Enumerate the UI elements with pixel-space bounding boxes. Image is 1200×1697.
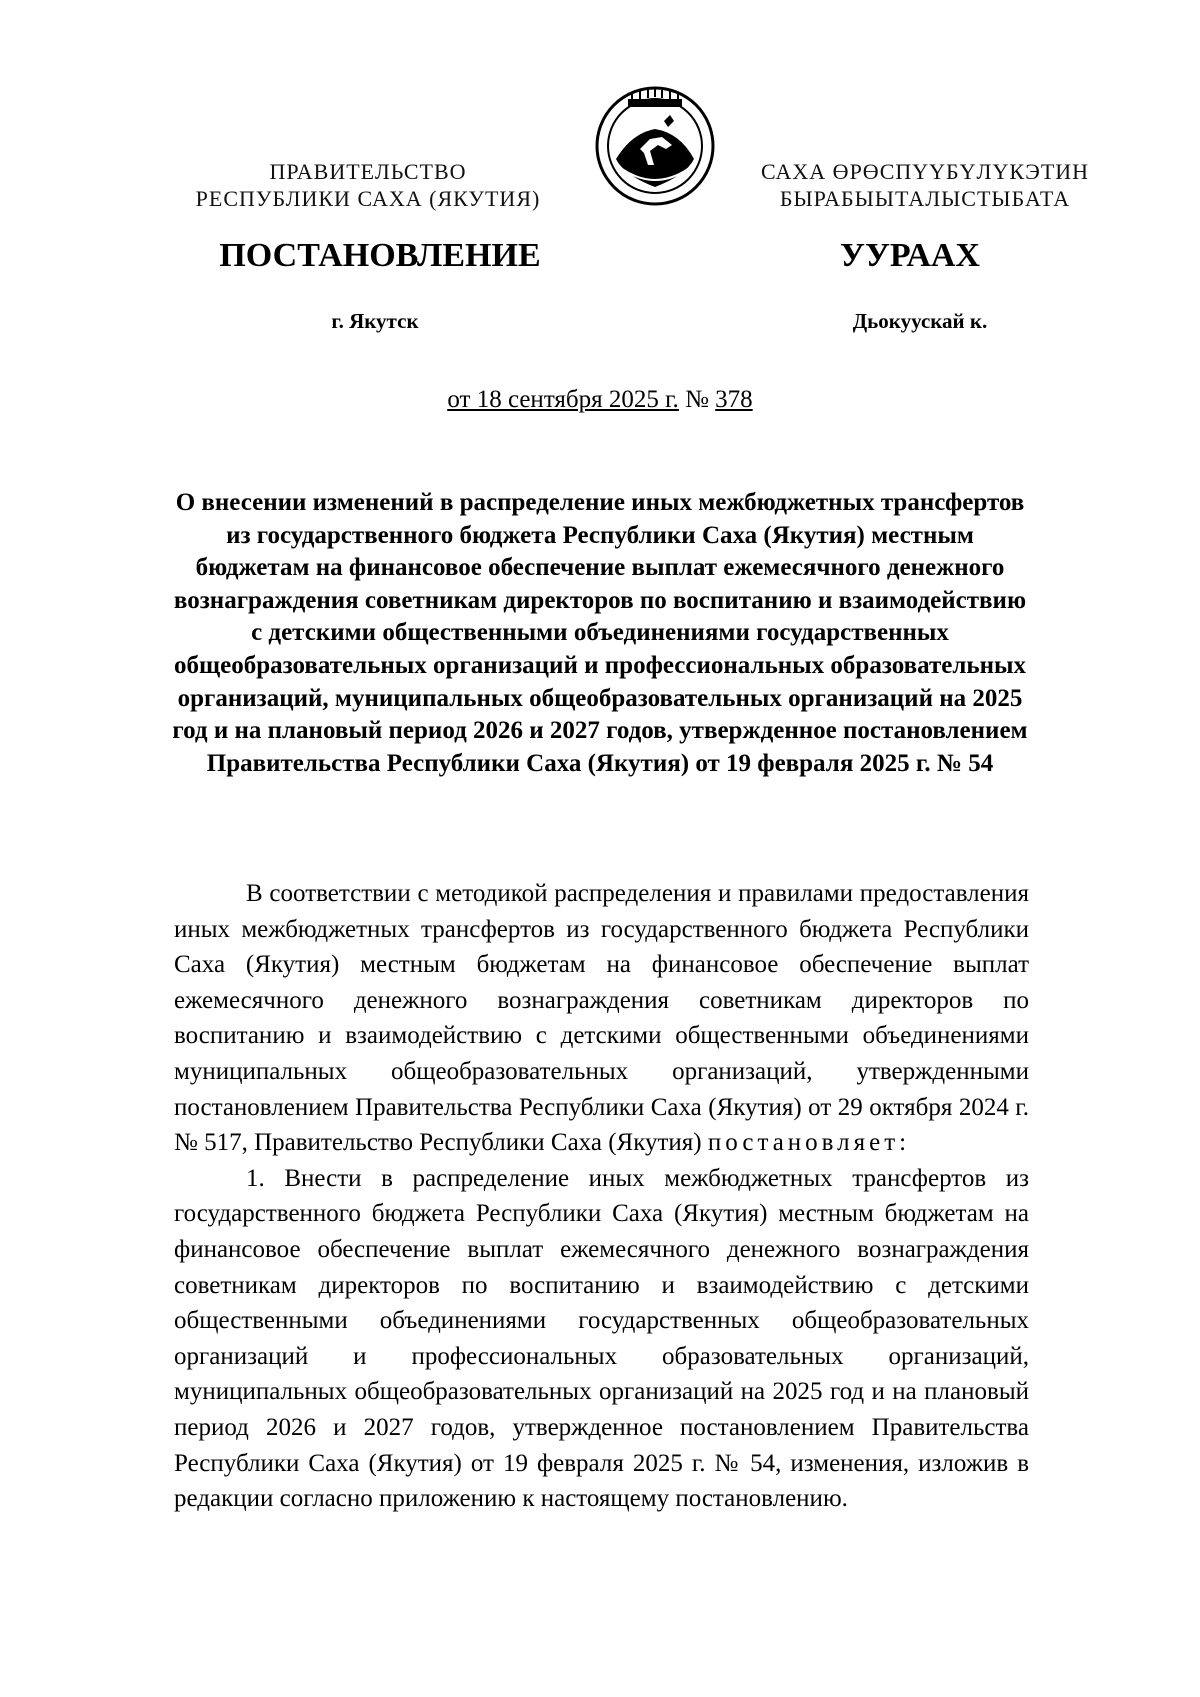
decree-title-ru: ПОСТАНОВЛЕНИЕ <box>219 237 541 274</box>
resolves-word: постановляет: <box>707 1129 911 1157</box>
header-line: БЫРАБЫЫТАЛЫСТЫБАТА <box>779 186 1071 211</box>
body-paragraph: 1. Внести в распределение иных межбюджетных трансфертов из государственного бюджета Республики Саха (Якутия) местным бюджетам на финансовое обеспечение выплат ежемесячного денежного вознаграждения советникам директоров по воспитанию и взаимодействию с детскими общественными объединениями государственных общеобразовательных организаций и профессиональных образовательных организаций, муниципальных общеобразовательных организаций на 2025 год и на плановый период 2026 и 2027 годов, утвержденное постановлением Правительства Республики Саха (Якутия) от 19 февраля 2025 г. № 54, изменения, изложив в редакции согласно приложению к настоящему постановлению. <box>174 1164 1029 1513</box>
government-header-sakha <box>735 158 1115 212</box>
paragraph-text: В соответствии с методикой распределения и правилами предоставления иных межбюджетных трансфертов из государственного бюджета Республики Саха (Якутия) местным бюджетам на финансовое обеспечение выплат ежемесячного денежного вознаграждения советникам директоров по воспитанию и взаимодействию с детскими общественными объединениями муниципальных общеобразовательных организаций, утвержденными постановлением Правительства Республики Саха (Якутия) от 29 октября 2024 г. № 517, Правительство Республики Саха (Якутия) <box>174 880 1029 1157</box>
decree-title-sakha: УУРААХ <box>840 237 980 274</box>
coat-of-arms-icon <box>592 83 718 209</box>
decree-number: 378 <box>715 386 753 413</box>
decree-date-number <box>0 384 1200 416</box>
header-line: САХА ӨРӨСПҮҮБҮЛҮКЭТИН <box>760 159 1090 184</box>
decree-date: 18 сентября 2025 г. <box>476 386 679 413</box>
decree-body <box>174 876 1029 1517</box>
city-sakha: Дьокуускай к. <box>852 309 988 333</box>
number-sign: № <box>685 386 709 413</box>
decree-subject-title: О внесении изменений в распределение иных межбюджетных трансфертов из государственного бюджета Республики Саха (Якутия) местным бюджетам на финансовое обеспечение выплат ежемесячного денежного вознаграждения советникам директоров по воспитанию и взаимодействию с детскими общественными объединениями государственных общеобразовательных организаций и профессиональных образовательных организаций, муниципальных общеобразовательных организаций на 2025 год и на плановый период 2026 и 2027 годов, утвержденное постановлением Правительства Республики Саха (Якутия) от 19 февраля 2025 г. № 54 <box>172 489 1028 777</box>
date-prefix: от <box>447 386 471 413</box>
header-line: РЕСПУБЛИКИ САХА (ЯКУТИЯ) <box>195 186 541 211</box>
body-paragraph <box>174 876 1029 1161</box>
government-header-ru <box>178 158 558 212</box>
header-line: ПРАВИТЕЛЬСТВО <box>269 159 467 184</box>
city-ru: г. Якутск <box>331 309 419 333</box>
